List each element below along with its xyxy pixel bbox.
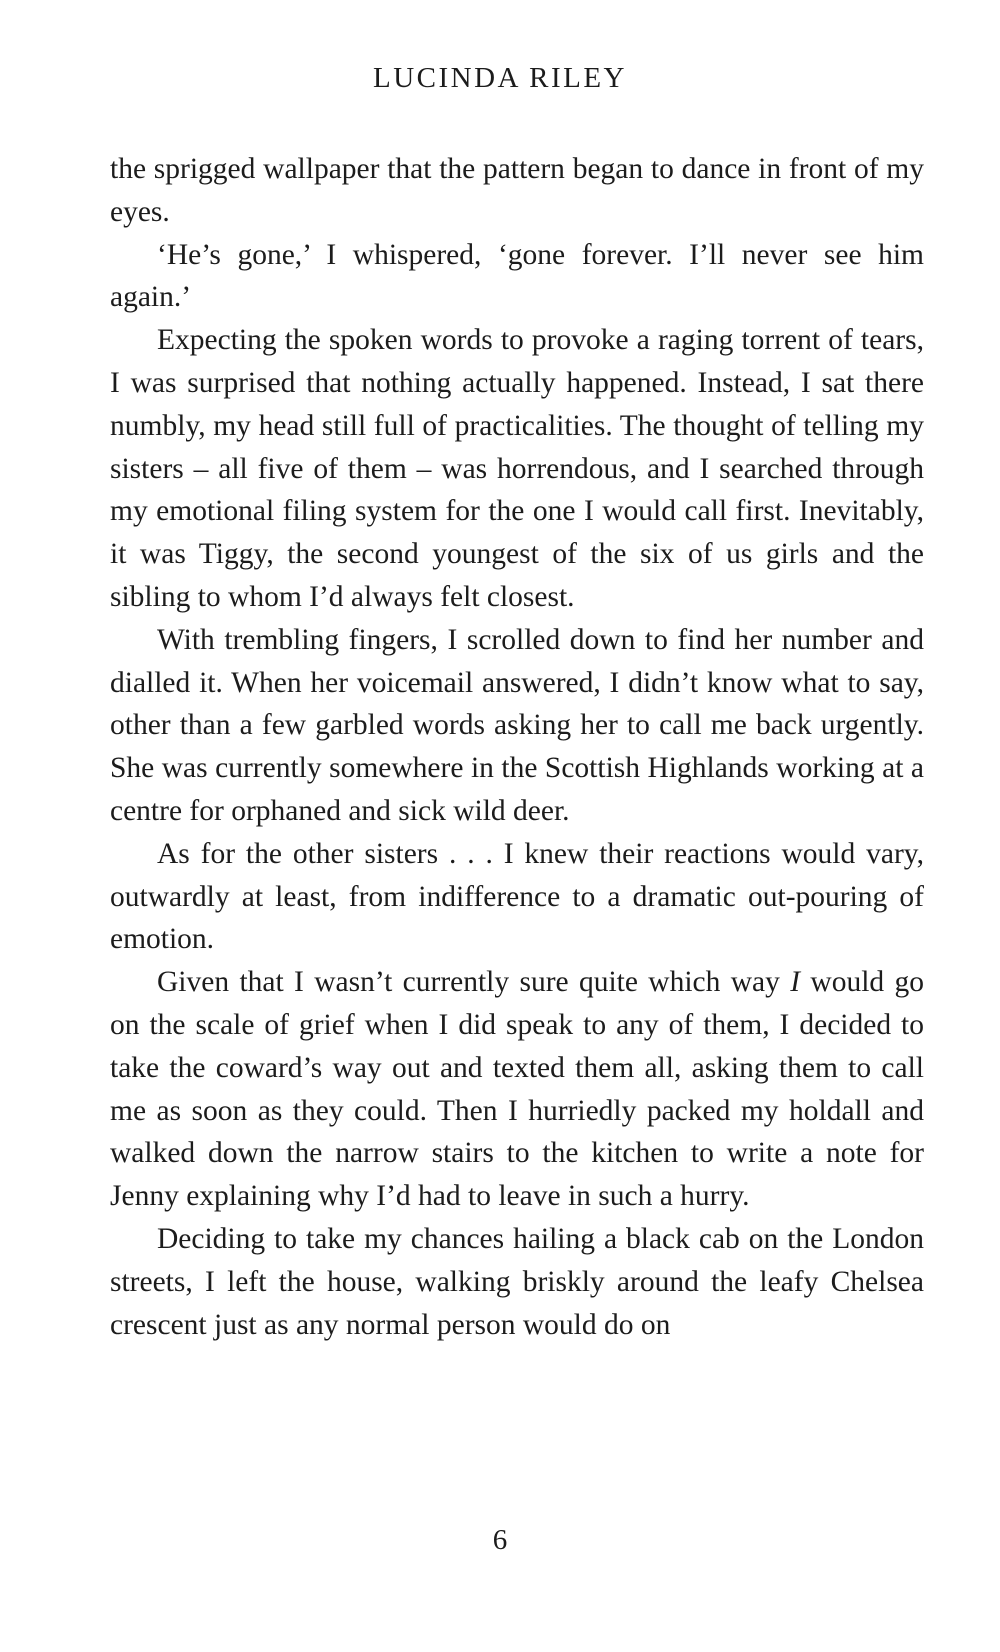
paragraph: Deciding to take my chances hailing a black cab on the London streets, I left the house, walking briskly around the leafy Chelsea crescent just as any normal person would do on <box>110 1222 924 1341</box>
paragraph: With trembling fingers, I scrolled down to find her number and dialled it. When her voicemail answered, I didn’t know what to say, other than a few garbled words asking her to call me back urgently. She was currently somewhere in the Scottish Highlands working at a centre for orphaned and sick wild deer. <box>110 623 924 827</box>
emphasized-word: I <box>790 966 801 999</box>
paragraph: the sprigged wallpaper that the pattern began to dance in front of my eyes. <box>110 153 924 228</box>
paragraph-text: would go on the scale of grief when I did speak to any of them, I decided to take the coward’s way out and texted them all, asking them to call me as soon as they could. Then I hurriedly packed my holdall and walked down the narrow stairs to the kitchen to write a note for Jenny explaining why I’d had to leave in such a hurry. <box>110 966 925 1213</box>
running-head: LUCINDA RILEY <box>372 62 627 94</box>
paragraph-text: Given that I wasn’t currently sure quite which way <box>157 966 791 999</box>
paragraph: Expecting the spoken words to provoke a raging torrent of tears, I was surprised that nothing actually happened. Instead, I sat there numbly, my head still full of practicalities. The thought of telling my sisters – all five of them – was horrendous, and I searched through my emotional filing system for the one I would call first. Inevitably, it was Tiggy, the second youngest of the six of us girls and the sibling to whom I’d always felt closest. <box>110 324 924 613</box>
page-number: 6 <box>492 1524 508 1556</box>
paragraph: As for the other sisters . . . I knew their reactions would vary, outwardly at least, from indifference to a dramatic out-pouring of emotion. <box>110 837 924 956</box>
paragraph: ‘He’s gone,’ I whispered, ‘gone forever. I’ll never see him again.’ <box>110 238 924 314</box>
body-text <box>110 148 924 1346</box>
paragraph <box>110 961 924 1218</box>
